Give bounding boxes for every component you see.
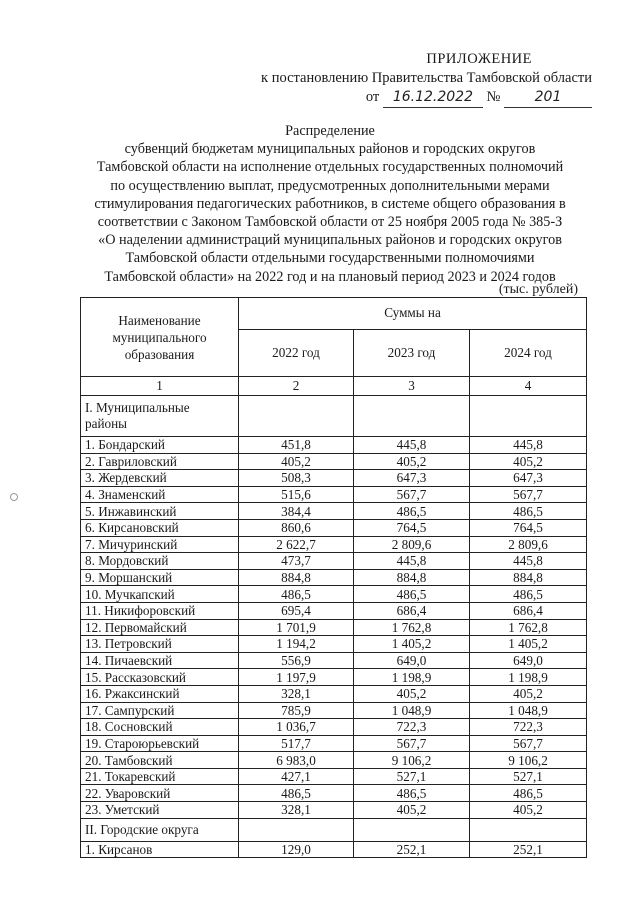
municipality-name: 1. Кирсанов [81, 841, 239, 858]
value-2022: 486,5 [239, 586, 354, 603]
annex-title: ПРИЛОЖЕНИЕ [426, 51, 532, 67]
table-row [81, 569, 587, 586]
column-number: 2 [239, 377, 354, 396]
value-2022: 129,0 [239, 841, 354, 858]
date-value: 16.12.2022 [383, 88, 483, 108]
value-2024: 764,5 [470, 519, 587, 536]
municipality-name: 1. Бондарский [81, 437, 239, 454]
table-row [81, 802, 587, 819]
value-2023: 9 106,2 [354, 752, 470, 769]
heading-line: соответствии с Законом Тамбовской области от 25 ноября 2005 года № 385-З [97, 214, 563, 231]
section-title: I. Муниципальные районы [81, 396, 239, 437]
value-2022: 884,8 [239, 569, 354, 586]
section-row [81, 818, 587, 841]
municipality-name: 9. Моршанский [81, 569, 239, 586]
value-2024: 567,7 [470, 735, 587, 752]
value-2024: 9 106,2 [470, 752, 587, 769]
value-2023: 445,8 [354, 553, 470, 570]
value-2024: 445,8 [470, 553, 587, 570]
table-row [81, 553, 587, 570]
table-row [81, 685, 587, 702]
value-2023: 486,5 [354, 503, 470, 520]
municipality-name: 5. Инжавинский [81, 503, 239, 520]
table-row [81, 437, 587, 454]
sums-header: Суммы на [239, 298, 587, 330]
value-2022: 427,1 [239, 768, 354, 785]
value-2022: 556,9 [239, 652, 354, 669]
value-2024: 884,8 [470, 569, 587, 586]
value-2022: 517,7 [239, 735, 354, 752]
date-prefix: от [365, 89, 380, 105]
header-row [81, 298, 587, 330]
municipality-name: 6. Кирсановский [81, 519, 239, 536]
table-row [81, 702, 587, 719]
value-2022: 515,6 [239, 486, 354, 503]
value-2022: 2 622,7 [239, 536, 354, 553]
annex-subtitle: к постановлению Правительства Тамбовской области [261, 70, 592, 86]
table-row [81, 719, 587, 736]
value-2024: 405,2 [470, 685, 587, 702]
value-2024: 722,3 [470, 719, 587, 736]
column-number: 1 [81, 377, 239, 396]
municipality-name: 4. Знаменский [81, 486, 239, 503]
municipality-name: 21. Токаревский [81, 768, 239, 785]
value-2022: 405,2 [239, 453, 354, 470]
document-heading [70, 122, 590, 286]
municipality-name: 22. Уваровский [81, 785, 239, 802]
value-2024: 405,2 [470, 802, 587, 819]
municipality-name: 19. Староюрьевский [81, 735, 239, 752]
value-2023: 405,2 [354, 685, 470, 702]
value-2023: 1 762,8 [354, 619, 470, 636]
table-row [81, 486, 587, 503]
municipality-name: 15. Рассказовский [81, 669, 239, 686]
municipality-name: 16. Ржаксинский [81, 685, 239, 702]
number-value: 201 [504, 88, 592, 108]
value-2022: 328,1 [239, 802, 354, 819]
value-2024: 2 809,6 [470, 536, 587, 553]
section-title: II. Городские округа [81, 818, 239, 841]
table-row [81, 503, 587, 520]
heading-lines [70, 140, 590, 286]
column-number: 3 [354, 377, 470, 396]
value-2023: 405,2 [354, 802, 470, 819]
value-2023: 567,7 [354, 735, 470, 752]
value-2023: 567,7 [354, 486, 470, 503]
municipality-name: 20. Тамбовский [81, 752, 239, 769]
heading-line: Тамбовской области» на 2022 год и на плановый период 2023 и 2024 годов [104, 268, 556, 285]
subsidy-table [80, 297, 587, 858]
value-2023: 486,5 [354, 586, 470, 603]
table-row [81, 669, 587, 686]
value-2022: 1 197,9 [239, 669, 354, 686]
annex-block [232, 50, 592, 108]
municipality-name: 7. Мичуринский [81, 536, 239, 553]
value-2023: 649,0 [354, 652, 470, 669]
value-2024: 1 198,9 [470, 669, 587, 686]
table-row [81, 752, 587, 769]
value-2024: 445,8 [470, 437, 587, 454]
year-header: 2024 год [470, 329, 587, 376]
value-2024: 486,5 [470, 503, 587, 520]
heading-line: «О наделении администраций муниципальных районов и городских округов [98, 232, 562, 249]
col-name-header: Наименование муниципального образования [81, 298, 239, 377]
value-2024: 1 762,8 [470, 619, 587, 636]
value-2024: 686,4 [470, 602, 587, 619]
value-2023: 252,1 [354, 841, 470, 858]
value-2023: 2 809,6 [354, 536, 470, 553]
value-2022: 695,4 [239, 602, 354, 619]
table-row [81, 602, 587, 619]
value-2023: 1 405,2 [354, 636, 470, 653]
value-2023: 486,5 [354, 785, 470, 802]
table-row [81, 841, 587, 858]
heading-line: Тамбовской области отдельными государственными полномочиями [125, 250, 535, 267]
municipality-name: 2. Гавриловский [81, 453, 239, 470]
value-2024: 649,0 [470, 652, 587, 669]
value-2023: 884,8 [354, 569, 470, 586]
value-2022: 785,9 [239, 702, 354, 719]
table-row [81, 652, 587, 669]
municipality-name: 18. Сосновский [81, 719, 239, 736]
value-2024: 527,1 [470, 768, 587, 785]
heading-line: субвенций бюджетам муниципальных районов и городских округов [124, 141, 536, 158]
value-2022: 451,8 [239, 437, 354, 454]
value-2023: 686,4 [354, 602, 470, 619]
value-2022: 384,4 [239, 503, 354, 520]
value-2022: 1 036,7 [239, 719, 354, 736]
value-2023: 1 198,9 [354, 669, 470, 686]
value-2024: 647,3 [470, 470, 587, 487]
table-row [81, 586, 587, 603]
value-2022: 6 983,0 [239, 752, 354, 769]
table-row [81, 768, 587, 785]
value-2022: 473,7 [239, 553, 354, 570]
table-row [81, 735, 587, 752]
value-2022: 1 701,9 [239, 619, 354, 636]
value-2023: 764,5 [354, 519, 470, 536]
column-numbers-row [81, 377, 587, 396]
value-2024: 486,5 [470, 785, 587, 802]
table-row [81, 619, 587, 636]
section-row [81, 396, 587, 437]
value-2024: 567,7 [470, 486, 587, 503]
table-row [81, 519, 587, 536]
value-2022: 508,3 [239, 470, 354, 487]
table-row [81, 636, 587, 653]
hole-punch-mark [10, 493, 18, 501]
municipality-name: 13. Петровский [81, 636, 239, 653]
value-2023: 647,3 [354, 470, 470, 487]
table-row [81, 785, 587, 802]
units-label: (тыс. рублей) [498, 282, 578, 297]
value-2024: 1 048,9 [470, 702, 587, 719]
table-row [81, 470, 587, 487]
municipality-name: 8. Мордовский [81, 553, 239, 570]
column-number: 4 [470, 377, 587, 396]
table-row [81, 536, 587, 553]
heading-line: стимулирования педагогических работников, в системе общего образования в [94, 195, 566, 212]
value-2023: 527,1 [354, 768, 470, 785]
heading-line: по осуществлению выплат, предусмотренных дополнительными мерами [110, 177, 550, 194]
order-line [232, 88, 592, 108]
heading-title: Распределение [285, 123, 375, 139]
value-2024: 405,2 [470, 453, 587, 470]
municipality-name: 12. Первомайский [81, 619, 239, 636]
municipality-name: 23. Уметский [81, 802, 239, 819]
municipality-name: 10. Мучкапский [81, 586, 239, 603]
value-2023: 445,8 [354, 437, 470, 454]
number-prefix: № [486, 89, 501, 105]
value-2024: 486,5 [470, 586, 587, 603]
year-header: 2023 год [354, 329, 470, 376]
value-2024: 1 405,2 [470, 636, 587, 653]
value-2022: 486,5 [239, 785, 354, 802]
municipality-name: 14. Пичаевский [81, 652, 239, 669]
municipality-name: 17. Сампурский [81, 702, 239, 719]
value-2023: 722,3 [354, 719, 470, 736]
value-2022: 860,6 [239, 519, 354, 536]
value-2023: 405,2 [354, 453, 470, 470]
table-row [81, 453, 587, 470]
year-header: 2022 год [239, 329, 354, 376]
value-2022: 1 194,2 [239, 636, 354, 653]
heading-line: Тамбовской области на исполнение отдельных государственных полномочий [96, 159, 564, 176]
municipality-name: 3. Жердевский [81, 470, 239, 487]
value-2022: 328,1 [239, 685, 354, 702]
value-2023: 1 048,9 [354, 702, 470, 719]
value-2024: 252,1 [470, 841, 587, 858]
municipality-name: 11. Никифоровский [81, 602, 239, 619]
